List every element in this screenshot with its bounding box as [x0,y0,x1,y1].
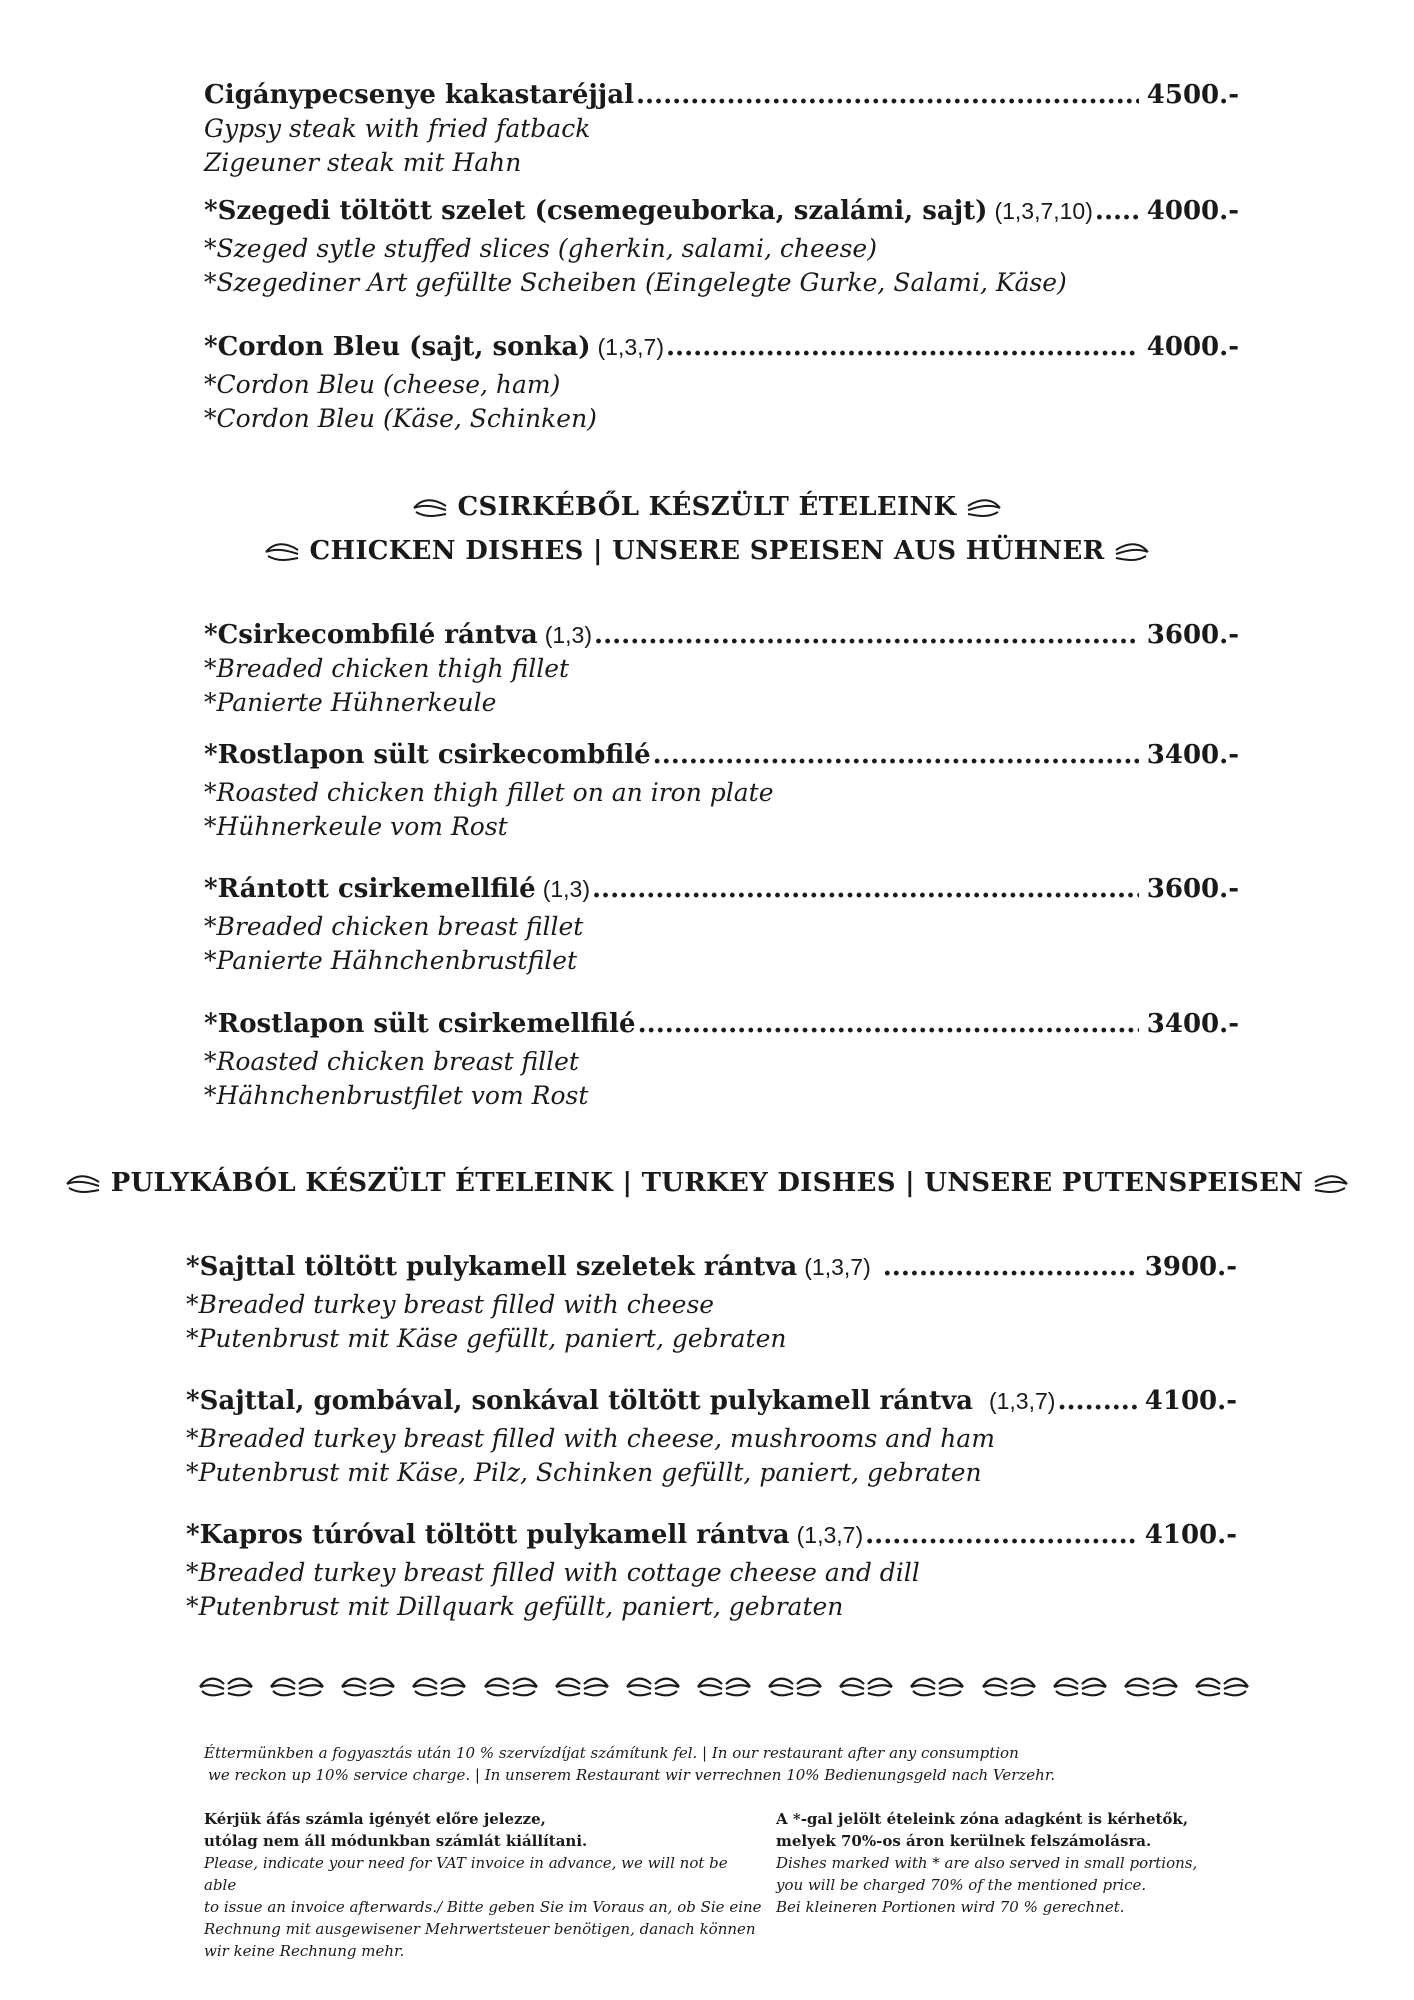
item-name: *Rántott csirkemellfilé [204,874,536,904]
leaf-swirl-ornament-icon [1194,1672,1250,1702]
item-translation-en: *Breaded chicken thigh fillet [204,654,570,683]
item-name: *Csirkecombfilé rántva [204,620,538,650]
leaf-swirl-ornament-icon [981,1672,1037,1702]
item-allergens: (1,3,7) [796,1522,864,1548]
leaf-swirl-ornament-icon [767,1672,823,1702]
item-translation-de: *Cordon Bleu (Käse, Schinken) [204,404,597,433]
item-price: 3400.- [1146,1009,1239,1039]
ornament-divider [198,1672,1250,1708]
leaf-swirl-ornament-icon [1052,1672,1108,1702]
item-translation-en: *Breaded turkey breast filled with cottage cheese and dill [186,1558,920,1587]
leaf-swirl-ornament-icon [1313,1172,1349,1196]
menu-item [204,872,1239,978]
small-portion-note [776,1808,1216,1918]
item-translation-de: *Szegediner Art gefüllte Scheiben (Eingelegte Gurke, Salami, Käse) [204,268,1067,297]
service-charge-line: we reckon up 10% service charge. | In unserem Restaurant wir verrechnen 10% Bedienungsgeld nach Verzehr. [208,1766,1056,1784]
menu-item [186,1250,1237,1356]
leaf-swirl-ornament-icon [198,1672,254,1702]
leaf-swirl-ornament-icon [340,1672,396,1702]
item-price: 4000.- [1146,196,1239,226]
leaf-swirl-ornament-icon [909,1672,965,1702]
leaf-swirl-ornament-icon [1114,540,1150,564]
item-price: 3600.- [1146,874,1239,904]
section-title-text: CSIRKÉBŐL KÉSZÜLT ÉTELEINK [457,492,957,522]
item-price: 4000.- [1146,332,1239,362]
item-allergens: (1,3) [542,876,590,902]
dot-leader [1095,194,1139,228]
item-name: *Szegedi töltött szelet (csemegeuborka, szalámi, sajt) [204,196,988,226]
leaf-swirl-ornament-icon [269,1672,325,1702]
section-title-turkey [0,1166,1414,1200]
item-price: 4100.- [1144,1520,1237,1550]
service-charge-line: Éttermünkben a fogyasztás után 10 % szervízdíjat számítunk fel. | In our restaurant after any consumption [204,1744,1019,1762]
item-translation-en: Gypsy steak with fried fatback [204,114,591,143]
section-title-chicken-hu [0,490,1414,524]
leaf-swirl-ornament-icon [838,1672,894,1702]
menu-item [204,194,1239,300]
leaf-swirl-ornament-icon [264,540,300,564]
menu-item [186,1518,1237,1624]
vat-note-line: Please, indicate your need for VAT invoice in advance, we will not be able [204,1854,728,1894]
portion-note-bold-line: melyek 70%-os áron kerülnek felszámolásra. [776,1832,1152,1850]
item-translation-en: *Breaded turkey breast filled with cheese, mushrooms and ham [186,1424,995,1453]
item-translation-de: *Putenbrust mit Käse gefüllt, paniert, gebraten [186,1324,787,1353]
menu-item-line [204,194,1239,228]
menu-item-line [186,1518,1237,1552]
vat-invoice-note [204,1808,764,1962]
dot-leader [653,738,1139,772]
leaf-swirl-ornament-icon [554,1672,610,1702]
portion-note-line: Dishes marked with * are also served in small portions, [776,1854,1198,1872]
leaf-swirl-ornament-icon [1123,1672,1179,1702]
item-translation-en: *Cordon Bleu (cheese, ham) [204,370,561,399]
item-price: 3900.- [1144,1252,1237,1282]
item-translation-de: Zigeuner steak mit Hahn [204,148,522,177]
vat-note-line: wir keine Rechnung mehr. [204,1942,405,1960]
menu-item [204,1007,1239,1113]
item-translation-de: *Panierte Hühnerkeule [204,688,497,717]
leaf-swirl-ornament-icon [412,496,448,520]
item-name: *Sajttal töltött pulykamell szeletek rántva [186,1252,798,1282]
item-name: *Sajttal, gombával, sonkával töltött pulykamell rántva [186,1386,973,1416]
dot-leader [865,1518,1137,1552]
section-title-text: PULYKÁBÓL KÉSZÜLT ÉTELEINK | TURKEY DISHES | UNSERE PUTENSPEISEN [110,1168,1304,1198]
menu-item-line [204,1007,1239,1041]
item-price: 4500.- [1146,80,1239,110]
portion-note-line: Bei kleineren Portionen wird 70 % gerechnet. [776,1898,1125,1916]
item-allergens: (1,3,7,10) [994,198,1093,224]
portion-note-line: you will be charged 70% of the mentioned price. [776,1876,1147,1894]
menu-item [186,1384,1237,1490]
item-name: *Rostlapon sült csirkecombfilé [204,740,651,770]
item-translation-de: *Panierte Hähnchenbrustfilet [204,946,578,975]
item-allergens: (1,3) [544,622,593,648]
dot-leader [883,1250,1137,1284]
item-name: *Rostlapon sült csirkemellfilé [204,1009,636,1039]
menu-item [204,330,1239,436]
item-price: 3400.- [1146,740,1239,770]
item-translation-en: *Breaded chicken breast fillet [204,912,584,941]
menu-item-line [186,1384,1237,1418]
dot-leader [592,872,1139,906]
item-translation-en: *Roasted chicken breast fillet [204,1047,579,1076]
portion-note-bold-line: A *-gal jelölt ételeink zóna adagként is kérhetők, [776,1810,1189,1828]
leaf-swirl-ornament-icon [966,496,1002,520]
service-charge-note [204,1742,1204,1786]
dot-leader [1057,1384,1136,1418]
item-translation-en: *Breaded turkey breast filled with cheese [186,1290,715,1319]
item-translation-de: *Hähnchenbrustfilet vom Rost [204,1081,589,1110]
vat-note-bold-line: Kérjük áfás számla igényét előre jelezze, [204,1810,546,1828]
vat-note-line: to issue an invoice afterwards./ Bitte geben Sie im Voraus an, ob Sie eine [204,1898,762,1916]
dot-leader [638,1007,1139,1041]
leaf-swirl-ornament-icon [625,1672,681,1702]
dot-leader [666,330,1139,364]
dot-leader [636,78,1139,112]
item-price: 4100.- [1144,1386,1237,1416]
leaf-swirl-ornament-icon [483,1672,539,1702]
menu-item-line [204,78,1239,112]
menu-item-line [204,872,1239,906]
item-allergens: (1,3,7) [988,1388,1056,1414]
item-name: *Cordon Bleu (sajt, sonka) [204,332,591,362]
leaf-swirl-ornament-icon [411,1672,467,1702]
menu-item-line [204,618,1239,652]
menu-item-line [186,1250,1237,1284]
item-translation-en: *Szeged sytle stuffed slices (gherkin, salami, cheese) [204,234,877,263]
section-title-text: CHICKEN DISHES | UNSERE SPEISEN AUS HÜHNER [309,536,1105,566]
vat-note-bold-line: utólag nem áll módunkban számlát kiállítani. [204,1832,588,1850]
item-translation-en: *Roasted chicken thigh fillet on an iron plate [204,778,774,807]
menu-item-line [204,330,1239,364]
item-name: *Kapros túróval töltött pulykamell rántva [186,1520,790,1550]
menu-item-line [204,738,1239,772]
leaf-swirl-ornament-icon [696,1672,752,1702]
section-title-chicken-en-de [0,534,1414,568]
item-translation-de: *Putenbrust mit Dillquark gefüllt, paniert, gebraten [186,1592,844,1621]
item-allergens: (1,3,7) [597,334,664,360]
item-name: Cigánypecsenye kakastaréjjal [204,80,634,110]
menu-item [204,618,1239,720]
item-translation-de: *Hühnerkeule vom Rost [204,812,508,841]
menu-item [204,738,1239,844]
leaf-swirl-ornament-icon [65,1172,101,1196]
dot-leader [594,618,1139,652]
menu-item [204,78,1239,180]
item-translation-de: *Putenbrust mit Käse, Pilz, Schinken gefüllt, paniert, gebraten [186,1458,982,1487]
vat-note-line: Rechnung mit ausgewisener Mehrwertsteuer benötigen, danach können [204,1920,756,1938]
item-price: 3600.- [1146,620,1239,650]
item-allergens: (1,3,7) [804,1254,871,1280]
